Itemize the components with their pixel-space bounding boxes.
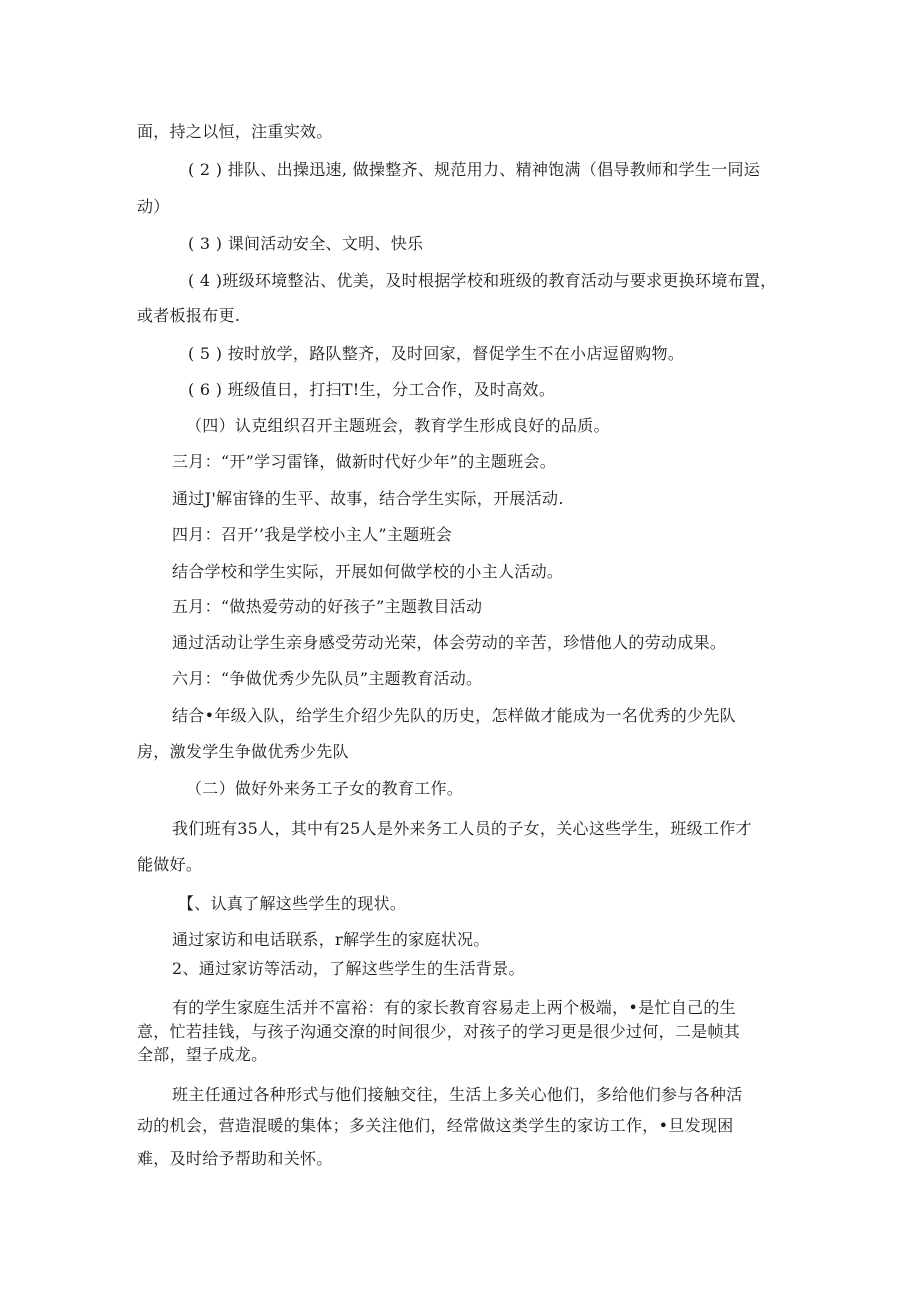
paragraph-line: 难，及时给予帮助和关怀。 (137, 1149, 333, 1168)
section-heading: （二）做好外来务工子女的教育工作。 (186, 779, 464, 798)
paragraph-line: ( 5 ) 按时放学，路队整齐，及时回家，督促学生不在小店逗留购物。 (188, 344, 685, 363)
paragraph-line: 动的机会，营造混暖的集体；多关注他们，经常做这类学生的家访工作，•旦发现困 (137, 1116, 734, 1135)
paragraph-line: 三月：“开”学习雷锋，做新时代好少年”的主题班会。 (172, 452, 557, 471)
paragraph-line: ( 2 ) 排队、出操迅速, 做操整齐、规范用力、精神饱满（倡导教师和学生一同运 (188, 160, 761, 179)
paragraph-line: 六月：“争做优秀少先队员”主题教育活动。 (172, 669, 483, 688)
paragraph-line: ( 3 ) 课间活动安全、文明、快乐 (188, 234, 424, 253)
paragraph-line: 面，持之以恒，注重实效。 (137, 122, 333, 141)
paragraph-line: 动） (137, 197, 170, 216)
paragraph-line: 能做好。 (137, 855, 203, 874)
paragraph-line: 结合•年级入队，给学生介绍少先队的历史，怎样做才能成为一名优秀的少先队 (172, 706, 736, 725)
paragraph-line: ( 4 )班级环境整沾、优美，及时根据学校和班级的教育活动与要求更换环境布置， (188, 271, 777, 290)
paragraph-line: ( 6 ) 班级值日，打扫T!生，分工合作，及时高效。 (188, 380, 556, 399)
paragraph-line: 班主任通过各种形式与他们接触交往，生活上多关心他们，多给他们参与各种活 (172, 1085, 743, 1104)
paragraph-line: 通过活动让学生亲身感受劳动光荣，体会劳动的辛苦，珍惜他人的劳动成果。 (172, 633, 727, 652)
paragraph-line: 四月：召开’’我是学校小主人”主题班会 (172, 525, 453, 544)
paragraph-line: 我们班有35人，其中有25人是外来务工人员的子女，关心这些学生，班级工作才 (172, 819, 752, 838)
paragraph-line: 五月：“做热爱劳动的好孩子”主题教目活动 (172, 597, 483, 616)
paragraph-line: 结合学校和学生实际，开展如何做学校的小主人活动。 (172, 562, 564, 581)
section-heading: （四）认克组织召开主题班会，教育学生形成良好的品质。 (186, 416, 610, 435)
paragraph-line: 有的学生家庭生活并不富裕：有的家长教育容易走上两个极端，•是忙自己的生 (172, 998, 736, 1017)
paragraph-line: 意，忙若挂钱，与孩子沟通交潦的时间很少，对孩子的学习更是很少过何，二是帧其 (137, 1022, 741, 1041)
paragraph-line: 或者板报布更. (137, 306, 241, 325)
paragraph-line: 2、通过家访等活动，了解这些学生的生活背景。 (172, 959, 525, 978)
paragraph-line: 通过家访和电话联系，r解学生的家庭状况。 (172, 930, 490, 949)
paragraph-line: 房，激发学生争做优秀少先队 (137, 742, 349, 761)
paragraph-line: 全部，望子成龙。 (137, 1045, 268, 1064)
paragraph-line: 【、认真了解这些学生的现状。 (178, 894, 407, 913)
paragraph-line: 通过J'解宙锋的生平、故事，结合学生实际，开展活动. (172, 489, 564, 508)
